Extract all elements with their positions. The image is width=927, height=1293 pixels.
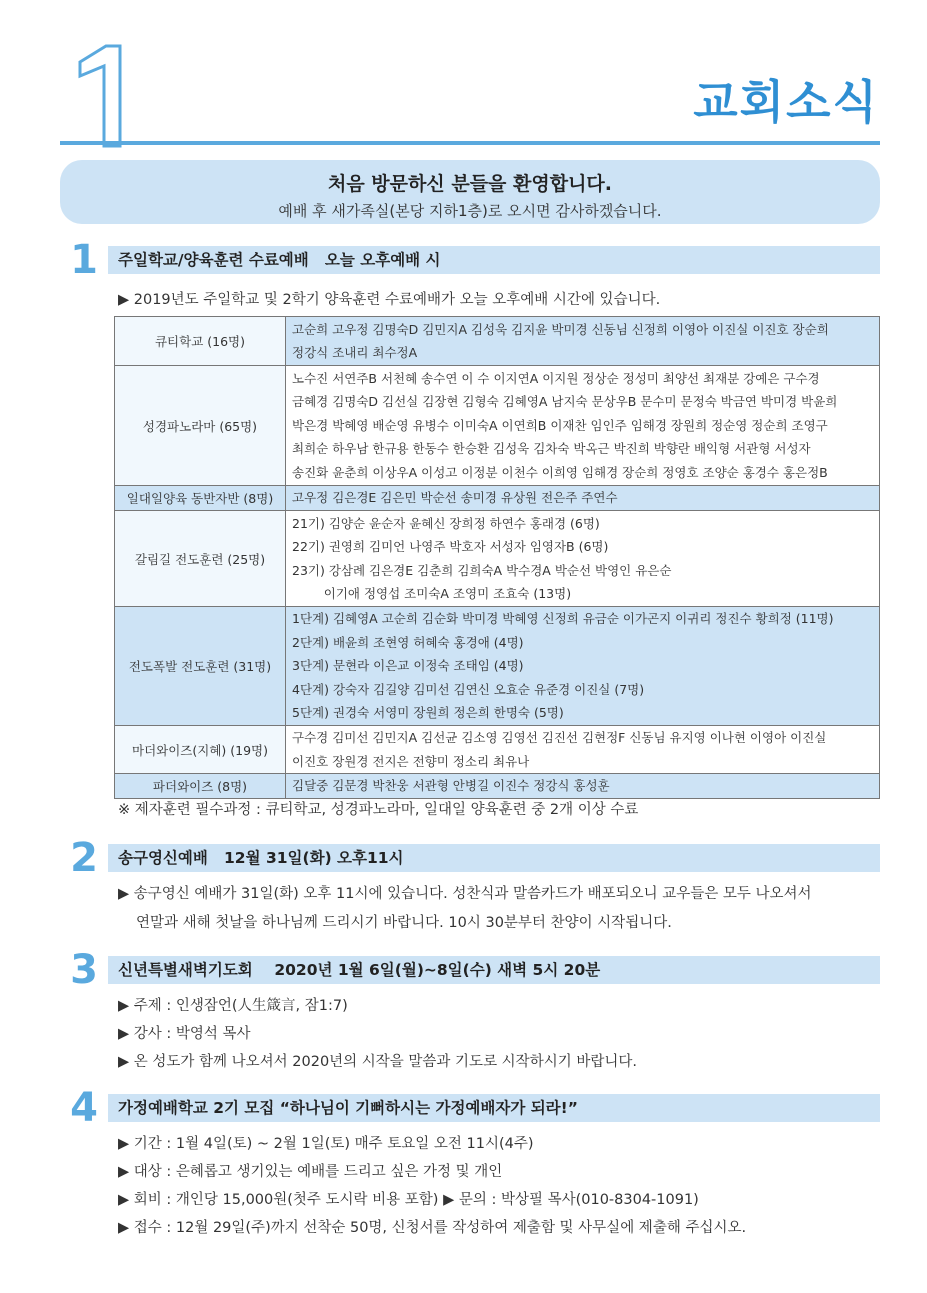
table-category: 전도폭발 전도훈련 (31명) (115, 607, 286, 726)
table-row (115, 317, 880, 366)
section-1-line: ▶ 2019년도 주일학교 및 2학기 양육훈련 수료예배가 오늘 오후예배 시간에 있습니다. (118, 292, 661, 308)
section-3-line: ▶ 온 성도가 함께 나오셔서 2020년의 시작을 말씀과 기도로 시작하시기 바랍니다. (118, 1054, 637, 1070)
svg-text:3: 3 (70, 950, 98, 986)
table-category: 일대일양육 동반자반 (8명) (115, 486, 286, 511)
section-2-line: 연말과 새해 첫날을 하나님께 드리시기 바랍니다. 10시 30분부터 찬양이 시작됩니다. (136, 915, 672, 931)
section-2-title: 송구영신예배 12월 31일(화) 오후11시 (118, 849, 404, 867)
table-names: 고순희 고우정 김명숙D 김민지A 김성욱 김지윤 박미경 신동님 신정희 이영아 이진실 이진호 장순희 정강식 조내리 최수정A (286, 317, 880, 366)
header-rule (60, 141, 880, 145)
table-category: 성경파노라마 (65명) (115, 366, 286, 486)
table-names: 21기) 김양순 윤순자 윤혜신 장희정 하연수 홍래경 (6명) 22기) 권영희 김미언 나영주 박호자 서성자 임영자B (6명) 23기) 강삼례 김은경E 김춘희 김희숙A 박수경A 박순선 박영인 유은순 이기애 정영섭 조미숙A 조영미 조효숙 (13명) (286, 511, 880, 607)
svg-text:1: 1 (70, 240, 98, 276)
table-row (115, 486, 880, 511)
table-row (115, 366, 880, 486)
section-2-number (66, 838, 102, 874)
section-4-number (66, 1088, 102, 1124)
section-1-note: ※ 제자훈련 필수과정 : 큐티학교, 성경파노라마, 일대일 양육훈련 중 2개 이상 수료 (118, 802, 639, 818)
page-title: 교회소식 (693, 75, 879, 129)
svg-text:4: 4 (70, 1088, 98, 1124)
table-row (115, 511, 880, 607)
welcome-headline: 처음 방문하신 분들을 환영합니다. (327, 173, 613, 195)
table-row (115, 774, 880, 799)
section-3-number (66, 950, 102, 986)
table-row (115, 726, 880, 774)
section-4-title: 가정예배학교 2기 모집 “하나님이 기뻐하시는 가정예배자가 되라!” (118, 1099, 578, 1117)
section-2-line: ▶ 송구영신 예배가 31일(화) 오후 11시에 있습니다. 성찬식과 말씀카드가 배포되오니 교우들은 모두 나오셔서 (118, 886, 812, 902)
section-4-line: ▶ 접수 : 12월 29일(주)까지 선착순 50명, 신청서를 작성하여 제출함 및 사무실에 제출해 주십시오. (118, 1220, 747, 1236)
section-1-title: 주일학교/양육훈련 수료예배 오늘 오후예배 시 (118, 251, 441, 269)
table-category: 마더와이즈(지혜) (19명) (115, 726, 286, 774)
table-names: 구수경 김미선 김민지A 김선균 김소영 김영선 김진선 김현정F 신동님 유지영 이나현 이영아 이진실 이진호 장원경 전지은 전향미 정소리 최유나 (286, 726, 880, 774)
section-1-number (66, 240, 102, 276)
section-1-title-bar (108, 246, 880, 274)
section-4-line: ▶ 회비 : 개인당 15,000원(첫주 도시락 비용 포함) ▶ 문의 : 박상필 목사(010-8304-1091) (118, 1192, 699, 1208)
table-category: 큐티학교 (16명) (115, 317, 286, 366)
section-3-title-bar (108, 956, 880, 984)
section-3-line: ▶ 주제 : 인생잠언(人生箴言, 잠1:7) (118, 998, 348, 1014)
table-names: 1단계) 김혜영A 고순희 김순화 박미경 박혜영 신정희 유금순 이가곤지 이귀리 정진수 황희정 (11명) 2단계) 배윤희 조현영 허혜숙 홍경애 (4명) 3단계) 문현라 이은교 이정숙 조태임 (4명) 4단계) 강숙자 김길양 김미선 김연신 오효순 유준경 이진실 (7명) 5단계) 권경숙 서영미 장원희 정은희 한명숙 (5명) (286, 607, 880, 726)
welcome-subtext: 예배 후 새가족실(본당 지하1층)로 오시면 감사하겠습니다. (278, 202, 662, 220)
section-2-title-bar (108, 844, 880, 872)
graduates-table (114, 316, 880, 799)
table-names: 고우정 김은경E 김은민 박순선 송미경 유상원 전은주 주연수 (286, 486, 880, 511)
table-category: 갈림길 전도훈련 (25명) (115, 511, 286, 607)
page-number-outline (74, 42, 134, 150)
table-names: 김달중 김문경 박찬웅 서관형 안병길 이진수 정강식 홍성훈 (286, 774, 880, 799)
section-3-line: ▶ 강사 : 박영석 목사 (118, 1026, 251, 1042)
table-category: 파더와이즈 (8명) (115, 774, 286, 799)
section-4-line: ▶ 대상 : 은혜롭고 생기있는 예배를 드리고 싶은 가정 및 개인 (118, 1164, 503, 1180)
table-row (115, 607, 880, 726)
section-3-title: 신년특별새벽기도회 2020년 1월 6일(월)~8일(수) 새벽 5시 20분 (118, 961, 601, 979)
welcome-banner (60, 160, 880, 224)
section-4-line: ▶ 기간 : 1월 4일(토) ~ 2월 1일(토) 매주 토요일 오전 11시(4주) (118, 1136, 534, 1152)
svg-text:2: 2 (70, 838, 98, 874)
section-4-title-bar (108, 1094, 880, 1122)
table-names: 노수진 서연주B 서천혜 송수연 이 수 이지연A 이지원 정상순 정성미 최양선 최재분 강예은 구수경 금혜경 김명숙D 김선실 김장현 김형숙 김혜영A 남지숙 문상우B 문수미 문정숙 박금연 박미경 박윤희 박은경 박혜영 배순영 유병수 이미숙A 이연희B 이재찬 임인주 임해경 장원희 정순영 정순희 조영구 최희순 하우남 한규용 한동수 한승환 김성욱 김차숙 박옥근 박진희 박향란 배익형 서관형 서성자 송진화 윤춘희 이상우A 이성고 이정분 이천수 이희영 임해경 장순희 정영호 조양순 홍경수 홍은정B (286, 366, 880, 486)
